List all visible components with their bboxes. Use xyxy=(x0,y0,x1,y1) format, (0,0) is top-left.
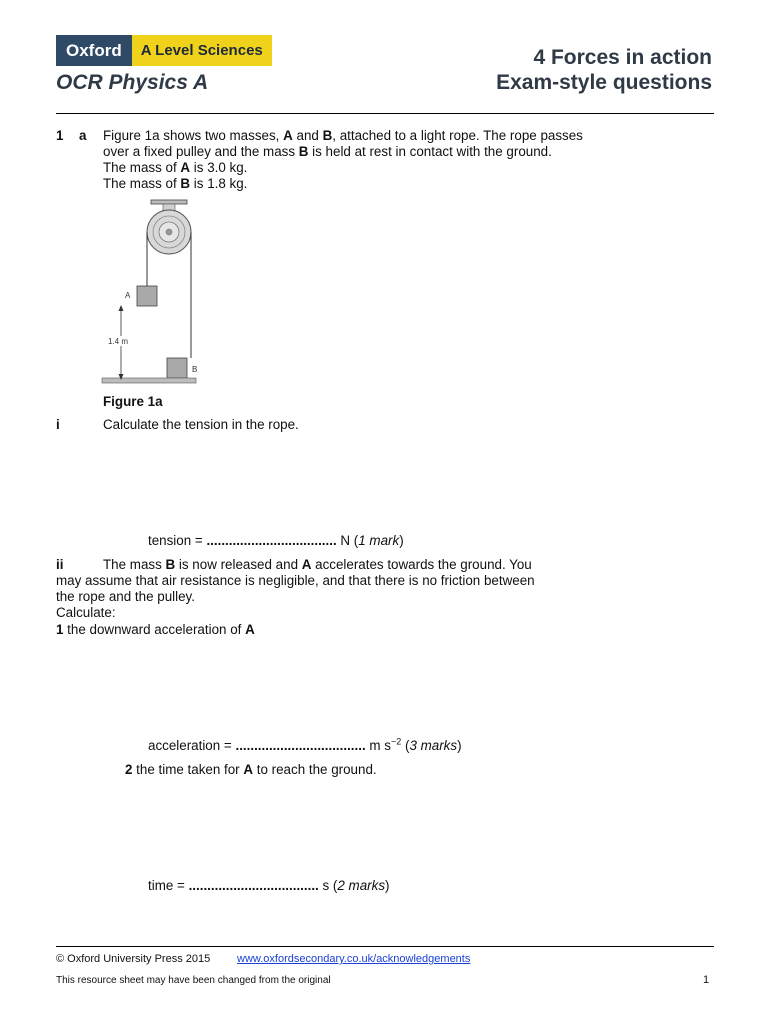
part-ii-line-4: Calculate: xyxy=(56,605,116,620)
mass-a-label: A xyxy=(125,291,131,300)
intro-line-2: over a fixed pulley and the mass B is held at rest in contact with the ground. xyxy=(103,144,552,159)
sub-question-2: 2 the time taken for A to reach the ground. xyxy=(125,762,377,777)
time-answer-line: time = ................................... s (2 marks) xyxy=(148,878,390,893)
part-i-text: Calculate the tension in the rope. xyxy=(103,417,299,432)
mass-b-statement: The mass of B is 1.8 kg. xyxy=(103,176,248,191)
subject-title: OCR Physics A xyxy=(56,71,209,94)
chapter-heading xyxy=(496,45,712,95)
section-title: Exam-style questions xyxy=(496,71,712,94)
part-ii-label: ii xyxy=(56,557,64,572)
mass-a-statement: The mass of A is 3.0 kg. xyxy=(103,160,248,175)
acceleration-answer-field[interactable]: ................................... xyxy=(235,738,366,753)
sub-question-1: 1 the downward acceleration of A xyxy=(56,622,255,637)
mass-b-block xyxy=(167,358,187,378)
mass-b-label: B xyxy=(192,365,198,374)
question-number: 1 xyxy=(56,128,64,143)
change-notice: This resource sheet may have been changed from the original xyxy=(56,975,331,986)
part-ii-line-1: The mass B is now released and A accelerates towards the ground. You xyxy=(103,557,532,572)
pulley-support-beam xyxy=(151,200,187,204)
tension-answer-line: tension = ................................... N (1 mark) xyxy=(148,533,404,548)
mass-a-block xyxy=(137,286,157,306)
pulley-diagram xyxy=(100,195,210,390)
tension-answer-field[interactable]: ................................... xyxy=(206,533,337,548)
chapter-title: 4 Forces in action xyxy=(533,46,712,69)
acceleration-answer-line: acceleration = ................................... m $s^{-2}$ (3 marks) xyxy=(148,736,462,753)
part-ii-line-3: the rope and the pulley. xyxy=(56,589,195,604)
footer-rule xyxy=(56,946,714,947)
time-answer-field[interactable]: ................................... xyxy=(188,878,319,893)
question-part: a xyxy=(79,128,87,143)
figure-caption: Figure 1a xyxy=(103,394,163,409)
brand-label: Oxford xyxy=(56,35,132,66)
height-label: 1.4 m xyxy=(108,337,129,346)
part-ii-line-2: may assume that air resistance is negligible, and that there is no friction between xyxy=(56,573,535,588)
page-number: 1 xyxy=(703,974,710,986)
series-label: A Level Sciences xyxy=(132,35,272,66)
acknowledgements-link[interactable]: www.oxfordsecondary.co.uk/acknowledgements xyxy=(237,953,471,965)
oxford-logo xyxy=(56,35,272,66)
ground xyxy=(102,378,196,383)
intro-line-1: Figure 1a shows two masses, A and B, attached to a light rope. The rope passes xyxy=(103,128,583,143)
header-rule xyxy=(56,113,714,114)
part-i-label: i xyxy=(56,417,60,432)
copyright-notice: © Oxford University Press 2015 xyxy=(56,953,211,965)
